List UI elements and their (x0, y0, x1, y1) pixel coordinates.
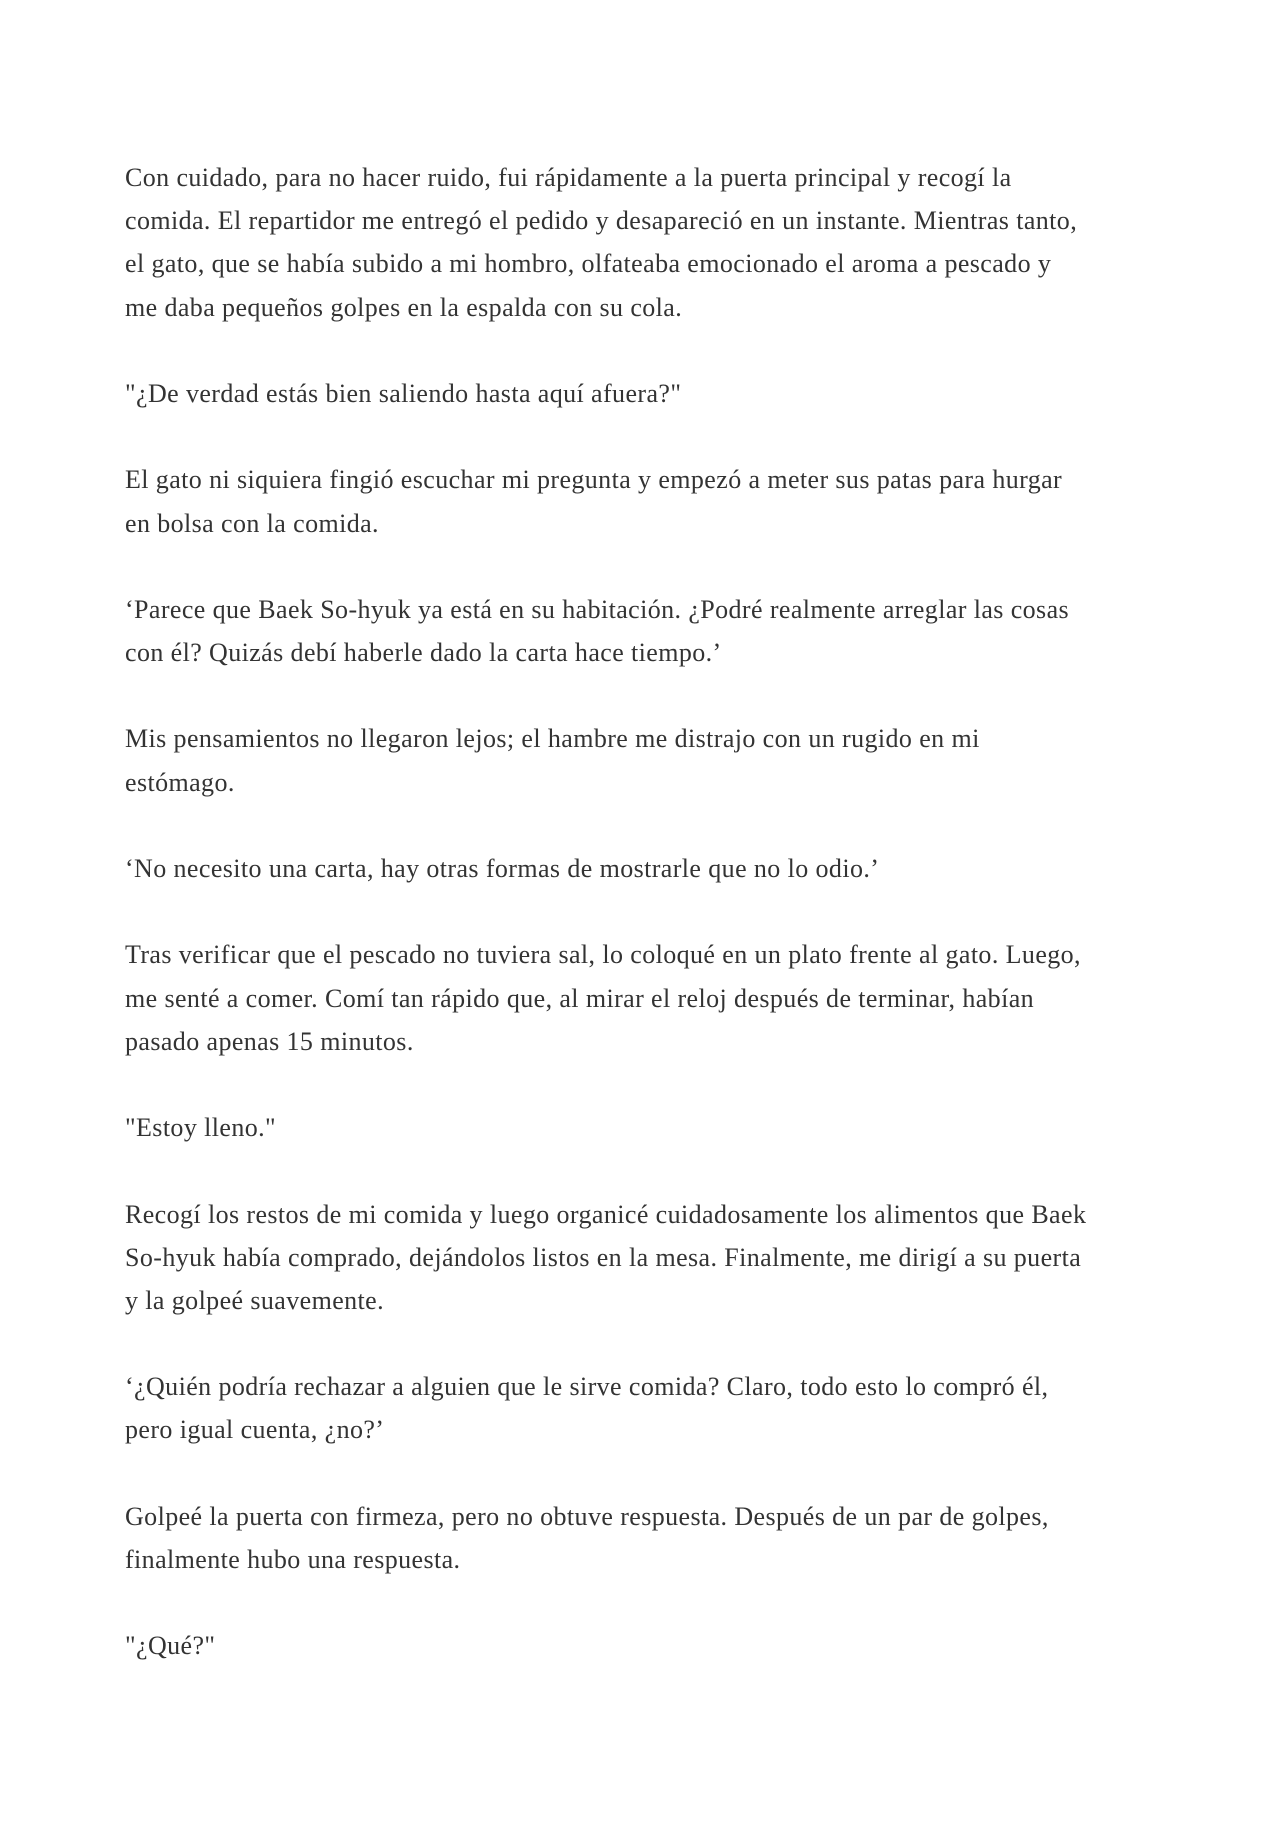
text-line: Recogí los restos de mi comida y luego organicé cuidadosamente los alimentos que Baek (125, 1199, 1087, 1229)
paragraph (125, 156, 1185, 329)
text-line: con él? Quizás debí haberle dado la carta hace tiempo.’ (125, 638, 722, 668)
text-line: "Estoy lleno." (125, 1113, 277, 1143)
paragraph (125, 372, 1185, 415)
text-line: Golpeé la puerta con firmeza, pero no obtuve respuesta. Después de un par de golpes, (125, 1501, 1049, 1531)
paragraph (125, 1106, 1185, 1149)
text-line: y la golpeé suavemente. (125, 1285, 384, 1315)
paragraph (125, 717, 1185, 803)
text-line: en bolsa con la comida. (125, 508, 379, 538)
text-line: ‘¿Quién podría rechazar a alguien que le sirve comida? Claro, todo esto lo compró él, (125, 1372, 1049, 1402)
paragraph (125, 1495, 1185, 1581)
paragraph (125, 933, 1185, 1063)
text-line: estómago. (125, 767, 235, 797)
text-line: El gato ni siquiera fingió escuchar mi pregunta y empezó a meter sus patas para hurgar (125, 465, 1063, 495)
paragraph (125, 1365, 1185, 1451)
paragraph (125, 847, 1185, 890)
text-line: me daba pequeños golpes en la espalda con su cola. (125, 292, 683, 322)
text-line: ‘No necesito una carta, hay otras formas de mostrarle que no lo odio.’ (125, 854, 880, 883)
text-line: "¿De verdad estás bien saliendo hasta aquí afuera?" (125, 378, 682, 408)
text-line: el gato, que se había subido a mi hombro, olfateaba emocionado el aroma a pescado y (125, 249, 1052, 279)
text-line: ‘Parece que Baek So-hyuk ya está en su habitación. ¿Podré realmente arreglar las cosas (125, 594, 1070, 624)
text-line: comida. El repartidor me entregó el pedido y desapareció en un instante. Mientras tanto, (125, 206, 1078, 236)
paragraph (125, 1624, 1185, 1667)
paragraph (125, 458, 1185, 544)
text-line: me senté a comer. Comí tan rápido que, al mirar el reloj después de terminar, habían (125, 983, 1035, 1013)
text-line: finalmente hubo una respuesta. (125, 1545, 461, 1574)
text-line: Con cuidado, para no hacer ruido, fui rápidamente a la puerta principal y recogí la (125, 163, 1012, 192)
text-line: Mis pensamientos no llegaron lejos; el hambre me distrajo con un rugido en mi (125, 724, 980, 754)
text-line: pero igual cuenta, ¿no?’ (125, 1415, 385, 1445)
text-line: So-hyuk había comprado, dejándolos listos en la mesa. Finalmente, me dirigí a su puerta (125, 1242, 1082, 1272)
text-line: Tras verificar que el pescado no tuviera sal, lo coloqué en un plato frente al gato. Luego, (125, 940, 1081, 970)
paragraph (125, 1193, 1185, 1323)
paragraph (125, 588, 1185, 674)
text-line: pasado apenas 15 minutos. (125, 1026, 414, 1056)
document-body (125, 156, 1185, 1711)
text-line: "¿Qué?" (125, 1631, 216, 1661)
